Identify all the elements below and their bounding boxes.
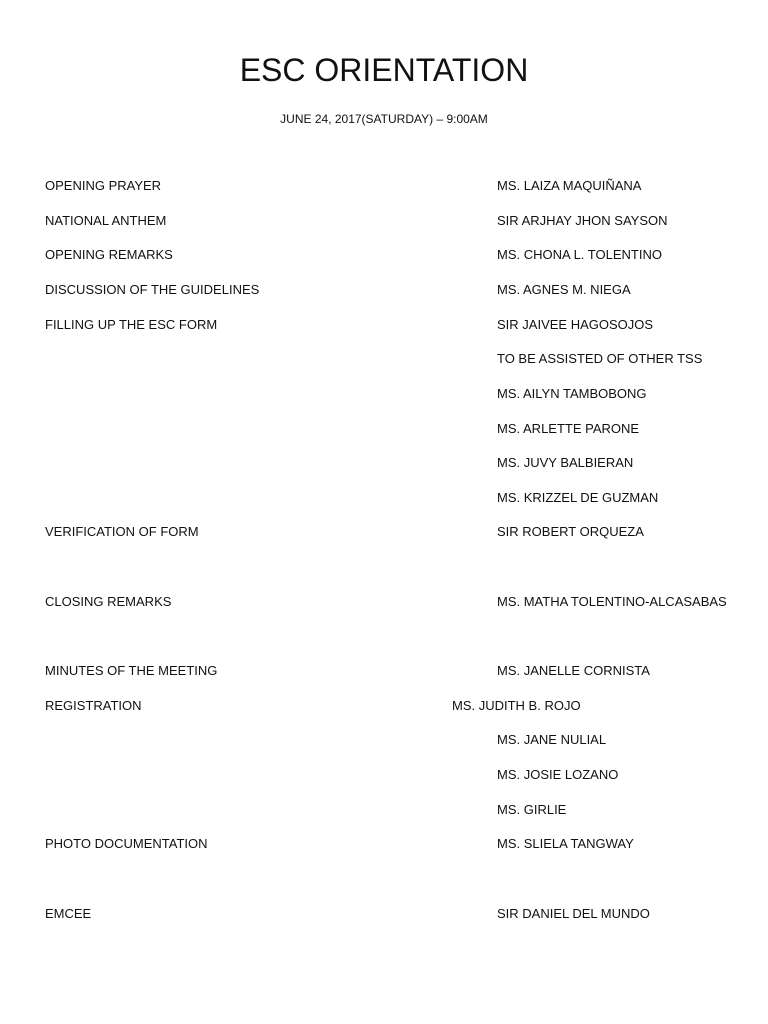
- page-title: ESC ORIENTATION: [239, 52, 529, 88]
- activity-label: PHOTO DOCUMENTATION: [45, 836, 208, 851]
- program-row-national-anthem: [0, 212, 768, 230]
- activity-label: FILLING UP THE ESC FORM: [45, 317, 218, 332]
- program-row-opening-prayer: [0, 177, 768, 195]
- program-row-registration-staff: [0, 801, 768, 819]
- activity-label: REGISTRATION: [45, 698, 142, 713]
- person-name: SIR JAIVEE HAGOSOJOS: [497, 317, 654, 332]
- activity-label: EMCEE: [45, 906, 92, 921]
- person-name: TO BE ASSISTED OF OTHER TSS: [497, 351, 703, 366]
- person-name: MS. GIRLIE: [497, 802, 567, 817]
- program-row-discussion-guidelines: [0, 281, 768, 299]
- activity-label: CLOSING REMARKS: [45, 594, 172, 609]
- person-name: MS. KRIZZEL DE GUZMAN: [497, 490, 659, 505]
- activity-label: DISCUSSION OF THE GUIDELINES: [45, 282, 260, 297]
- person-name: MS. ARLETTE PARONE: [497, 421, 640, 436]
- person-name: MS. JOSIE LOZANO: [497, 767, 619, 782]
- person-name: MS. MATHA TOLENTINO-ALCASABAS: [497, 594, 727, 609]
- person-name: MS. JANE NULIAL: [497, 732, 607, 747]
- person-name: MS. JUDITH B. ROJO: [452, 698, 581, 713]
- person-name: MS. CHONA L. TOLENTINO: [497, 247, 662, 262]
- program-row-minutes: [0, 662, 768, 680]
- activity-label: OPENING PRAYER: [45, 178, 162, 193]
- event-date: JUNE 24, 2017(SATURDAY) – 9:00AM: [280, 112, 488, 126]
- program-row-verification: [0, 523, 768, 541]
- program-row-filling-up-form: [0, 316, 768, 334]
- person-name: MS. LAIZA MAQUIÑANA: [497, 178, 642, 193]
- person-name: MS. JANELLE CORNISTA: [497, 663, 650, 678]
- activity-label: MINUTES OF THE MEETING: [45, 663, 218, 678]
- program-row-closing-remarks: [0, 593, 768, 611]
- activity-label: OPENING REMARKS: [45, 247, 173, 262]
- person-name: MS. SLIELA TANGWAY: [497, 836, 634, 851]
- program-row-assistant: [0, 489, 768, 507]
- program-row-registration: [0, 697, 768, 715]
- person-name: SIR ROBERT ORQUEZA: [497, 524, 644, 539]
- program-row-opening-remarks: [0, 246, 768, 264]
- person-name: SIR DANIEL DEL MUNDO: [497, 906, 650, 921]
- person-name: MS. JUVY BALBIERAN: [497, 455, 634, 470]
- program-row-assistant: [0, 420, 768, 438]
- program-row-emcee: [0, 905, 768, 923]
- program-row-photo-documentation: [0, 835, 768, 853]
- program-row-assistant: [0, 454, 768, 472]
- program-row-assistant: [0, 385, 768, 403]
- activity-label: VERIFICATION OF FORM: [45, 524, 199, 539]
- program-row-registration-staff: [0, 731, 768, 749]
- activity-label: NATIONAL ANTHEM: [45, 213, 167, 228]
- person-name: MS. AILYN TAMBOBONG: [497, 386, 647, 401]
- program-row-registration-staff: [0, 766, 768, 784]
- person-name: MS. AGNES M. NIEGA: [497, 282, 631, 297]
- program-row-assist-note: [0, 350, 768, 368]
- person-name: SIR ARJHAY JHON SAYSON: [497, 213, 668, 228]
